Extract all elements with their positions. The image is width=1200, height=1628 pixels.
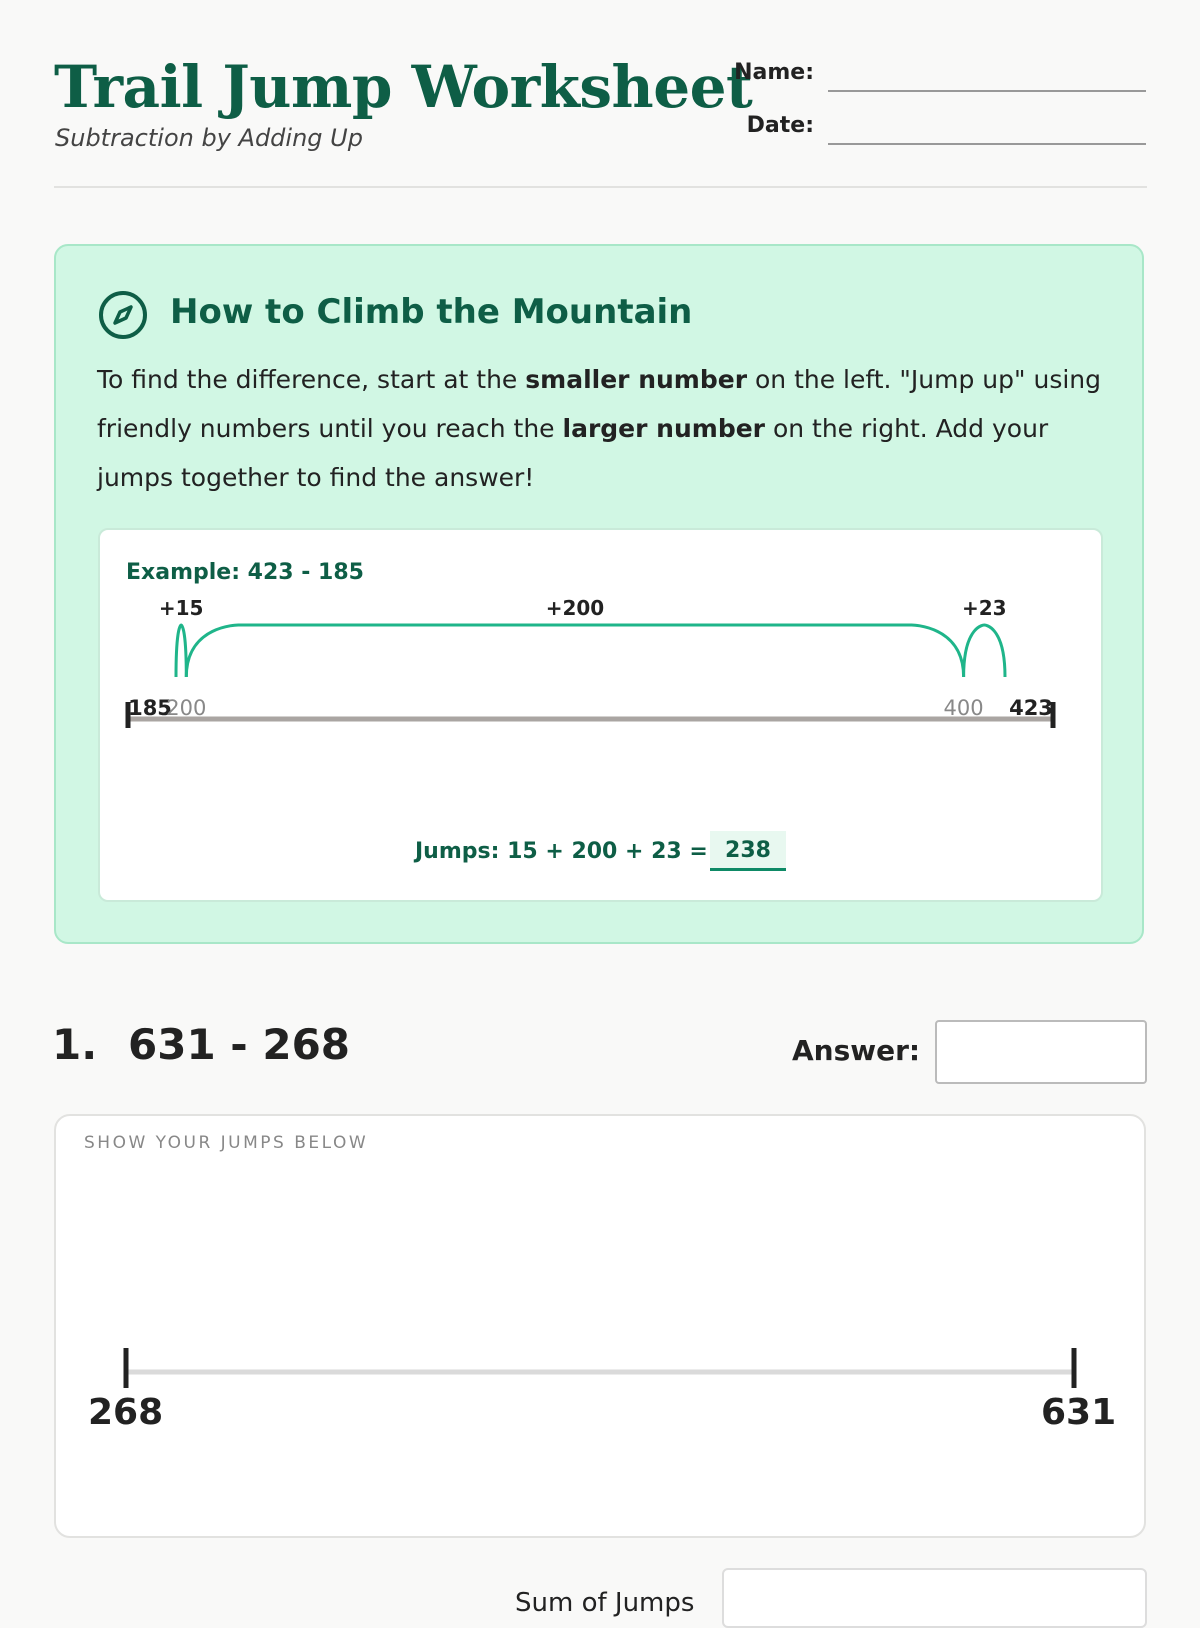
- jump-label: +200: [545, 596, 605, 620]
- instructions-heading: How to Climb the Mountain: [170, 292, 693, 332]
- work-caption: SHOW YOUR JUMPS BELOW: [84, 1133, 369, 1153]
- jumps-equation: Jumps: 15 + 200 + 23 =: [415, 839, 708, 864]
- jump-arc: [964, 625, 1005, 677]
- problem-number-line: [54, 1114, 1146, 1538]
- example-answer: 238: [710, 831, 786, 871]
- sum-of-jumps-input[interactable]: [722, 1568, 1147, 1628]
- date-label: Date:: [746, 113, 814, 138]
- example-end-label: 423: [1009, 696, 1053, 720]
- name-label: Name:: [734, 60, 814, 85]
- instructions-text: To find the difference, start at the smaller number on the left. "Jump up" using friendly numbers until you reach the larger number on the right. Add your jumps together to find the answer!: [97, 365, 1101, 492]
- jump-arc: [176, 625, 186, 677]
- answer-label: Answer:: [792, 1034, 921, 1067]
- example-title: Example: 423 - 185: [126, 560, 364, 585]
- jump-label: +15: [158, 596, 204, 620]
- example-stop-label: 400: [943, 696, 984, 720]
- compass-icon: [98, 290, 148, 340]
- start-number-label: 268: [88, 1392, 164, 1433]
- worksheet-subtitle: Subtraction by Adding Up: [55, 124, 363, 152]
- date-field[interactable]: [828, 143, 1146, 145]
- header-divider: [54, 186, 1147, 188]
- problem-number: 1.: [52, 1020, 98, 1069]
- jump-arc: [186, 625, 963, 677]
- example-stop-label: 200: [166, 696, 207, 720]
- sum-of-jumps-label: Sum of Jumps: [515, 1588, 695, 1618]
- answer-input[interactable]: [935, 1020, 1147, 1084]
- problem-expression: 631 - 268: [128, 1020, 351, 1069]
- jump-label: +23: [962, 596, 1007, 620]
- example-start-label: 185: [128, 696, 172, 720]
- end-number-label: 631: [1041, 1392, 1117, 1433]
- name-field[interactable]: [828, 90, 1146, 92]
- worksheet-title: Trail Jump Worksheet: [54, 53, 753, 121]
